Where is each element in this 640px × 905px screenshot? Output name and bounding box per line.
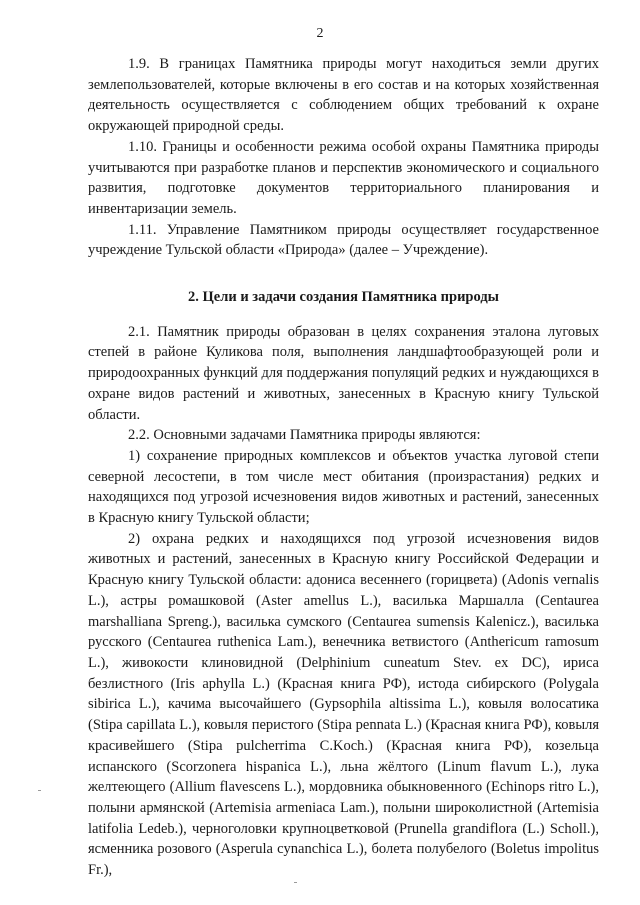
paragraph-2-1: 2.1. Памятник природы образован в целях сохранения эталона луговых степей в районе Куликова поля, выполнения ландшафтообразующей роли и природоохранных функций для поддержания популяций редких и нуждающихся в охране видов растений и животных, занесенных в Красную книгу Тульской области. (88, 323, 599, 423)
scan-mark (38, 790, 41, 791)
list-item-2: 2) охрана редких и находящихся под угрозой исчезновения видов животных и растений, занесенных в Красную книгу Российской Федерации и Красную книгу Тульской области: адониса весеннего (горицвета) (Adonis vernalis L.), астры ромашковой (Aster amellus L.), василька Маршалла (Centaurea marshalliana Spreng.), василька сумского (Centaurea sumensis Kalenicz.), василька русского (Centaurea ruthenica Lam.), венечника ветвистого (Anthericum ramosum L.), живокости клиновидной (Delphinium cuneatum Stev. ex DC), ириса безлистного (Iris aphylla L.) (Красная книга РФ), истода сибирского (Polygala sibirica L.), качима высочайшего (Gypsophila altissima L.), ковыля волосатика (Stipa capillata L.), ковыля перистого (Stipa pennata L.) (Красная книга РФ), ковыля красивейшего (Stipa pulcherrima C.Koch.) (Красная книга РФ), козельца испанского (Scorzonera hispanica L.), льна жёлтого (Linum flavum L.), лука желтеющего (Allium flavescens L.), мордовника обыкновенного (Echinops ritro L.), полыни армянской (Artemisia armeniaca Lam.), полыни широколистной (Artemisia latifolia Ledeb.), черноголовки крупноцветковой (Prunella grandiflora (L.) Scholl.), ясменника розового (Asperula cynanchica L.), болета полубелого (Boletus impolitus Fr.), (88, 530, 599, 879)
document-body (88, 54, 599, 881)
paragraph-2-2: 2.2. Основными задачами Памятника природы являются: (128, 427, 481, 444)
paragraph-1-11: 1.11. Управление Памятником природы осуществляет государственное учреждение Тульской области «Природа» (далее – Учреждение). (88, 221, 599, 259)
scan-mark (294, 882, 297, 883)
list-item-1: 1) сохранение природных комплексов и объектов участка луговой степи северной лесостепи, в том числе мест обитания (произрастания) редких и находящихся под угрозой исчезновения видов животных и растений, занесенных в Красную книгу Тульской области; (88, 447, 599, 527)
paragraph-1-9: 1.9. В границах Памятника природы могут находиться земли других землепользователей, которые включены в его состав и на которых хозяйственная деятельность осуществляется с соблюдением общих требований к охране окружающей природной среды. (88, 56, 599, 135)
paragraph-1-10: 1.10. Границы и особенности режима особой охраны Памятника природы учитываются при разработке планов и перспектив экономического и социального развития, подготовке документов территориального планирования и инвентаризации земель. (88, 138, 599, 217)
section-heading: 2. Цели и задачи создания Памятника природы (188, 289, 499, 306)
page-number: 2 (316, 26, 324, 41)
